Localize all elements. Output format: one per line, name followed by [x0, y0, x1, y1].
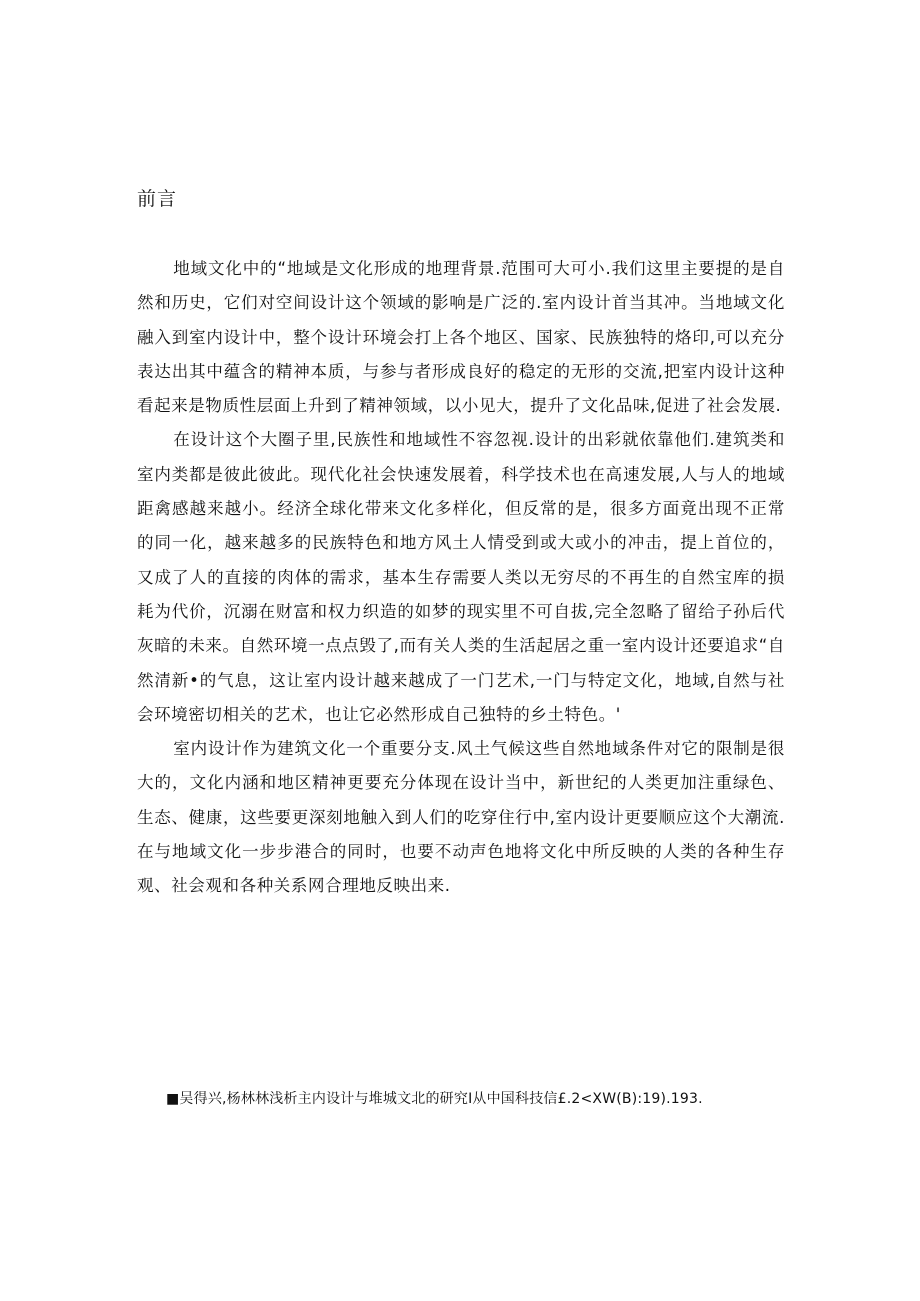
paragraph-1: 地域文化中的“地域是文化形成的地理背景.范围可大可小.我们这里主要提的是自然和历史，它们对空间设计这个领域的影响是广泛的.室内设计首当其冲。当地域文化融入到室内设计中，整个设计环境会打上各个地区、国家、民族独特的烙印,可以充分表达出其中蕴含的精神本质，与参与者形成良好的稳定的无形的交流,把室内设计这种看起来是物质性层面上升到了精神领域，以小见大，提升了文化品味,促进了社会发展. [137, 259, 785, 416]
page-title: 前言 [137, 188, 178, 210]
footnote-citation: ■吴得兴,杨林林浅析主内设计与堆城文北的研究I从中国科技信£.2<XW(B):19).193. [166, 1091, 703, 1107]
paragraph-2: 在设计这个大圈子里,民族性和地域性不容忽视.设计的出彩就依靠他们.建筑类和室内类都是彼此彼此。现代化社会快速发展着，科学技术也在高速发展,人与人的地域距禽感越来越小。经济全球化带来文化多样化，但反常的是，很多方面竟出现不正常的同一化，越来越多的民族特色和地方风土人情受到或大或小的冲击，提上首位的，又成了人的直接的肉体的需求，基本生存需要人类以无穷尽的不再生的自然宝库的损耗为代价，沉溺在财富和权力织造的如梦的现实里不可自拔,完全忽略了留给子孙后代灰暗的未来。自然环境一点点毁了,而有关人类的生活起居之重一室内设计还要追求“自然清新•的气息，这让室内设计越来越成了一门艺术,一门与特定文化，地域,自然与社会环境密切相关的艺术，也让它必然形成自己独特的乡土特色。' [137, 430, 785, 724]
paragraph-3: 室内设计作为建筑文化一个重要分支.风土气候这些自然地域条件对它的限制是很大的，文化内涵和地区精神更要充分体现在设计当中，新世纪的人类更加注重绿色、生态、健康，这些要更深刻地触入到人们的吃穿住行中,室内设计更要顺应这个大潮流.在与地域文化一步步港合的同时，也要不动声色地将文化中所反映的人类的各种生存观、社会观和各种关系网合理地反映出来. [137, 739, 785, 896]
body-text [137, 252, 785, 904]
